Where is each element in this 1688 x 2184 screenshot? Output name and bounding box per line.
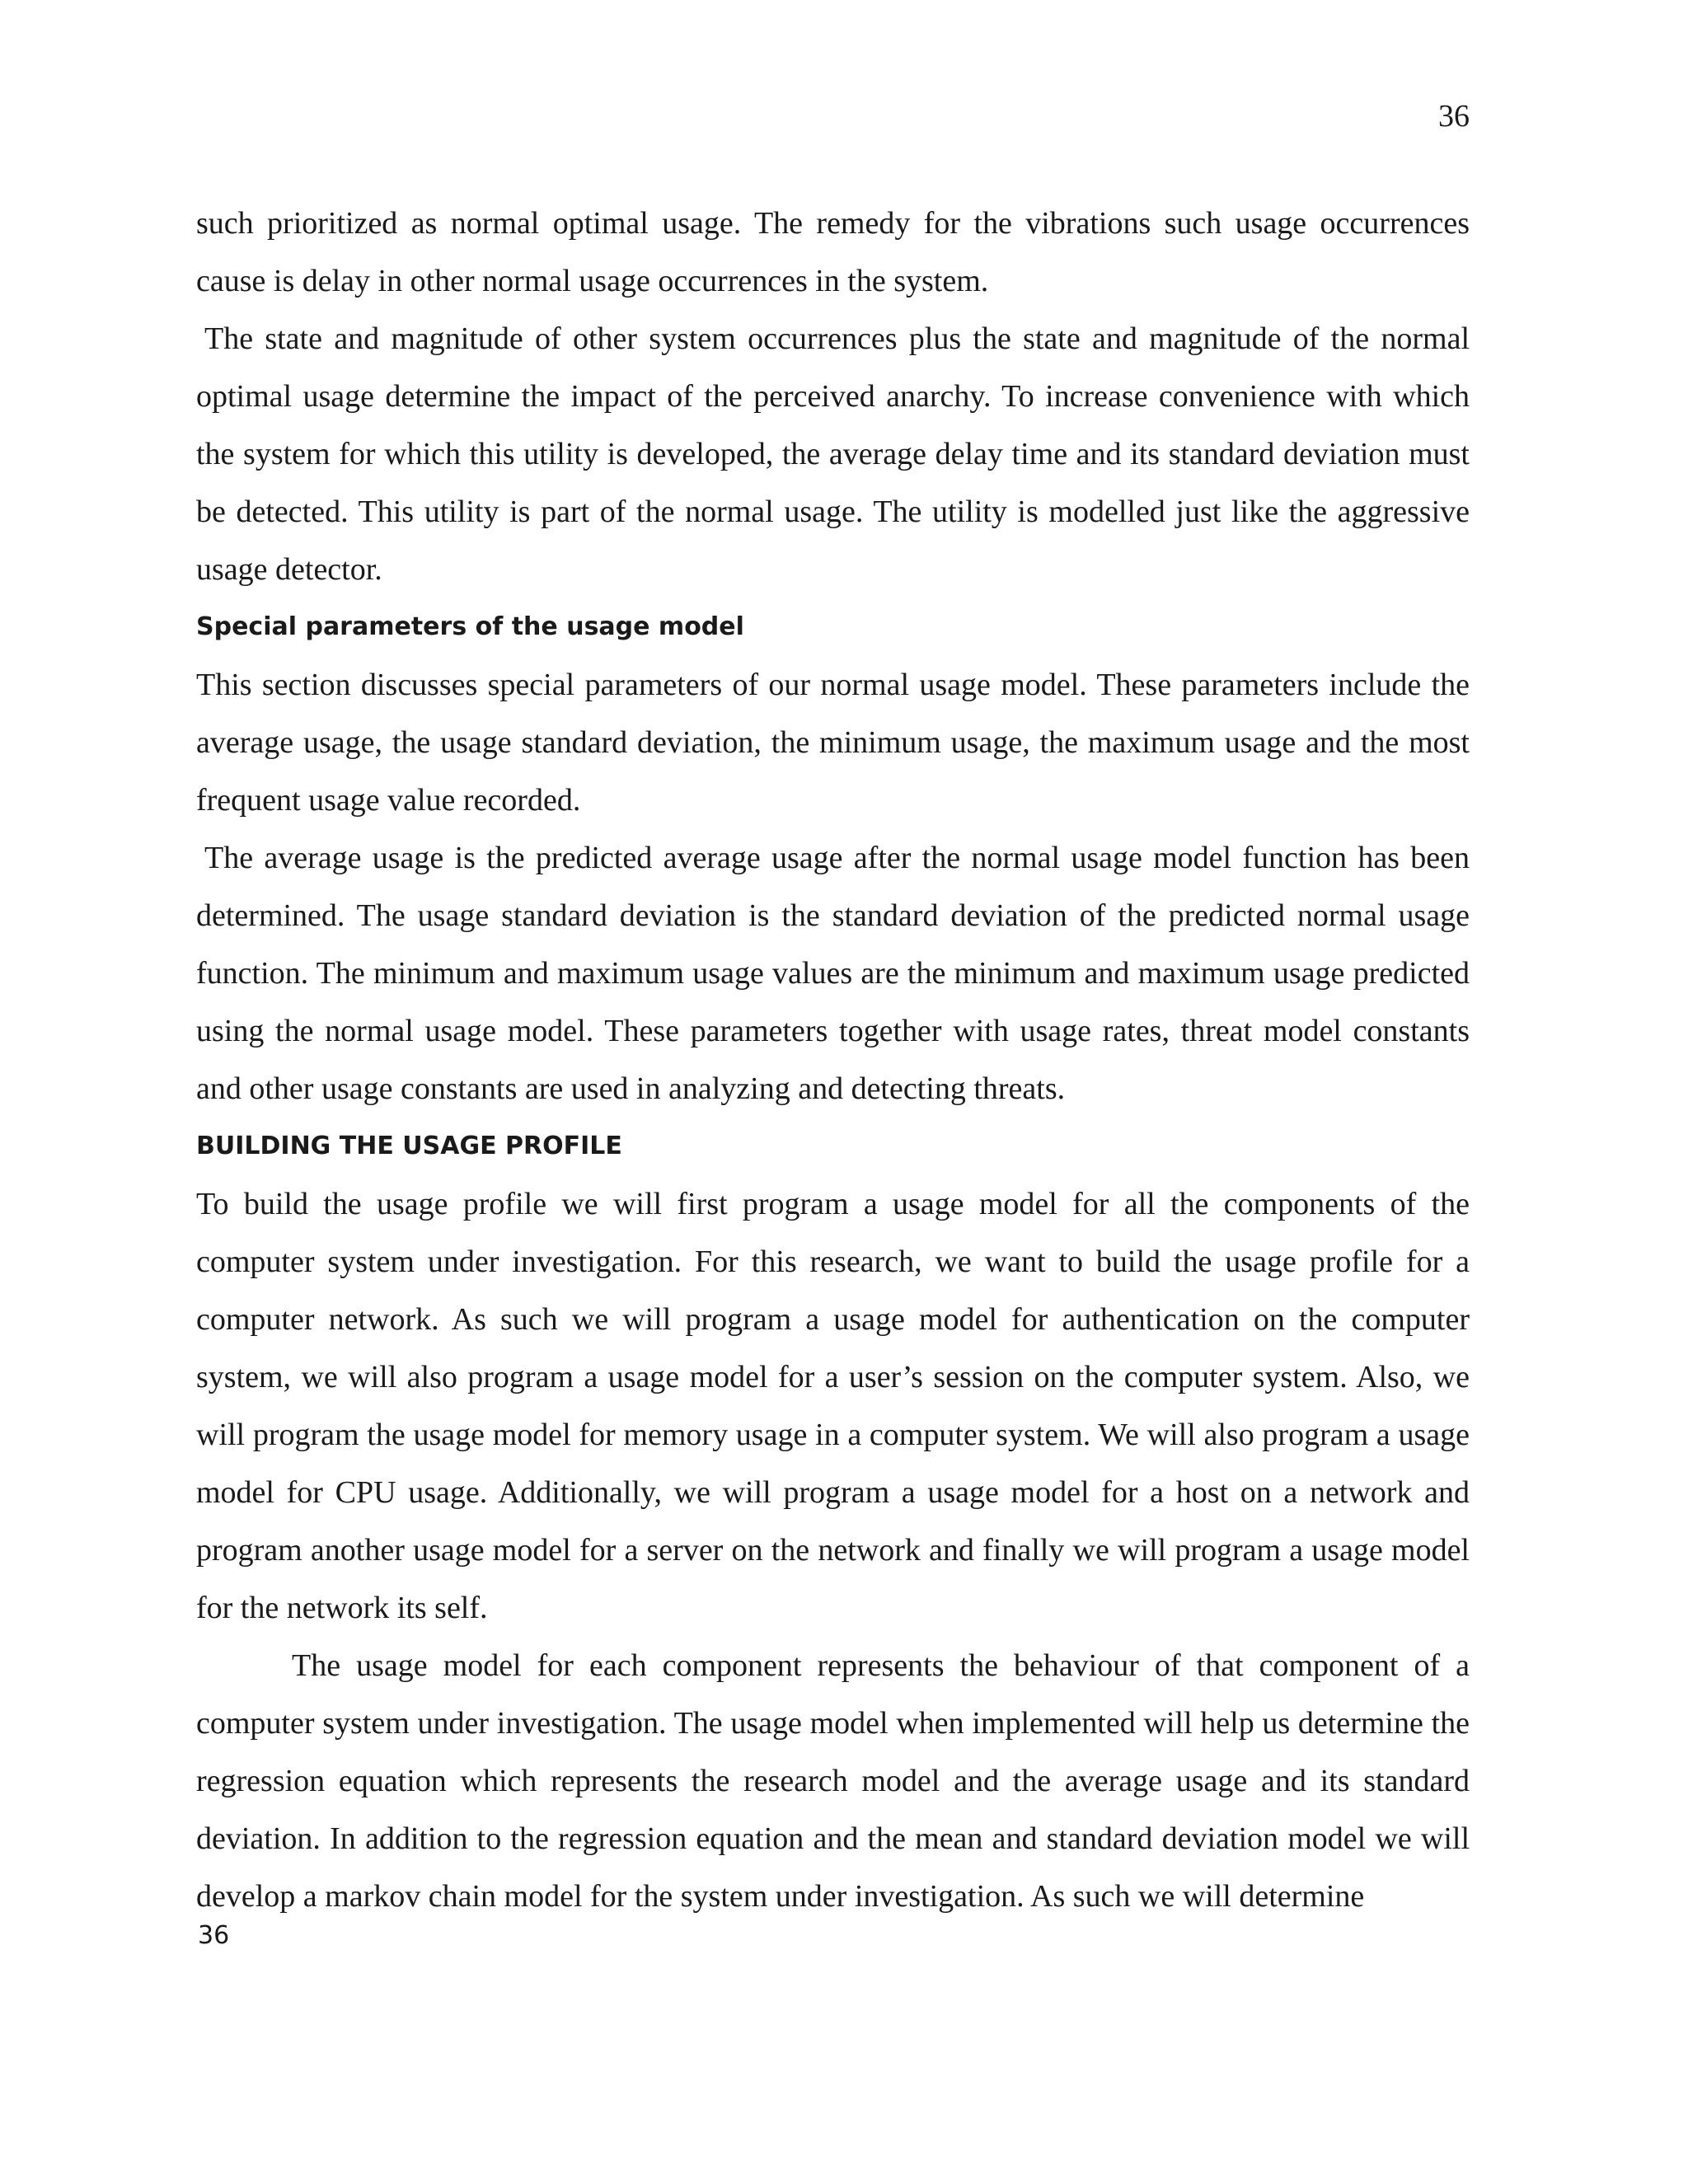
section-heading-special-parameters: Special parameters of the usage model (196, 612, 744, 641)
section-heading-building-usage-profile: BUILDING THE USAGE PROFILE (196, 1132, 622, 1160)
paragraph-average-usage: The average usage is the predicted average usage after the normal usage model function has been determined. The usage standard deviation is the standard deviation of the predicted normal usage function. The minimum and maximum usage values are the minimum and maximum usage predicted using the normal usage model. These parameters together with usage rates, threat model constants and other usage constants are used in analyzing and detecting threats. (196, 841, 1470, 1106)
page-number-footer: 36 (198, 1921, 230, 1950)
paragraph-usage-model-components: The usage model for each component represents the behaviour of that component of a computer system under investigation. The usage model when implemented will help us determine the regression equation which represents the research model and the average usage and its standard deviation. In addition to the regression equation and the mean and standard deviation model we will develop a markov chain model for the system under investigation. As such we will determine (196, 1648, 1470, 1914)
page-body (196, 194, 1470, 1925)
paragraph-continuation: such prioritized as normal optimal usage. The remedy for the vibrations such usage occurrences cause is delay in other normal usage occurrences in the system. (196, 206, 1470, 298)
paragraph-build-usage-profile: To build the usage profile we will first program a usage model for all the components of the computer system under investigation. For this research, we want to build the usage profile for a computer network. As such we will program a usage model for authentication on the computer system, we will also program a usage model for a user’s session on the computer system. Also, we will program the usage model for memory usage in a computer system. We will also program a usage model for CPU usage. Additionally, we will program a usage model for a host on a network and program another usage model for a server on the network and finally we will program a usage model for the network its self. (196, 1187, 1470, 1625)
page-number-header: 36 (1438, 99, 1470, 134)
paragraph-special-parameters: This section discusses special parameters of our normal usage model. These parameters include the average usage, the usage standard deviation, the minimum usage, the maximum usage and the most frequent usage value recorded. (196, 668, 1470, 818)
paragraph-perceived-anarchy: The state and magnitude of other system occurrences plus the state and magnitude of the normal optimal usage determine the impact of the perceived anarchy. To increase convenience with which the system for which this utility is developed, the average delay time and its standard deviation must be detected. This utility is part of the normal usage. The utility is modelled just like the aggressive usage detector. (196, 321, 1470, 587)
